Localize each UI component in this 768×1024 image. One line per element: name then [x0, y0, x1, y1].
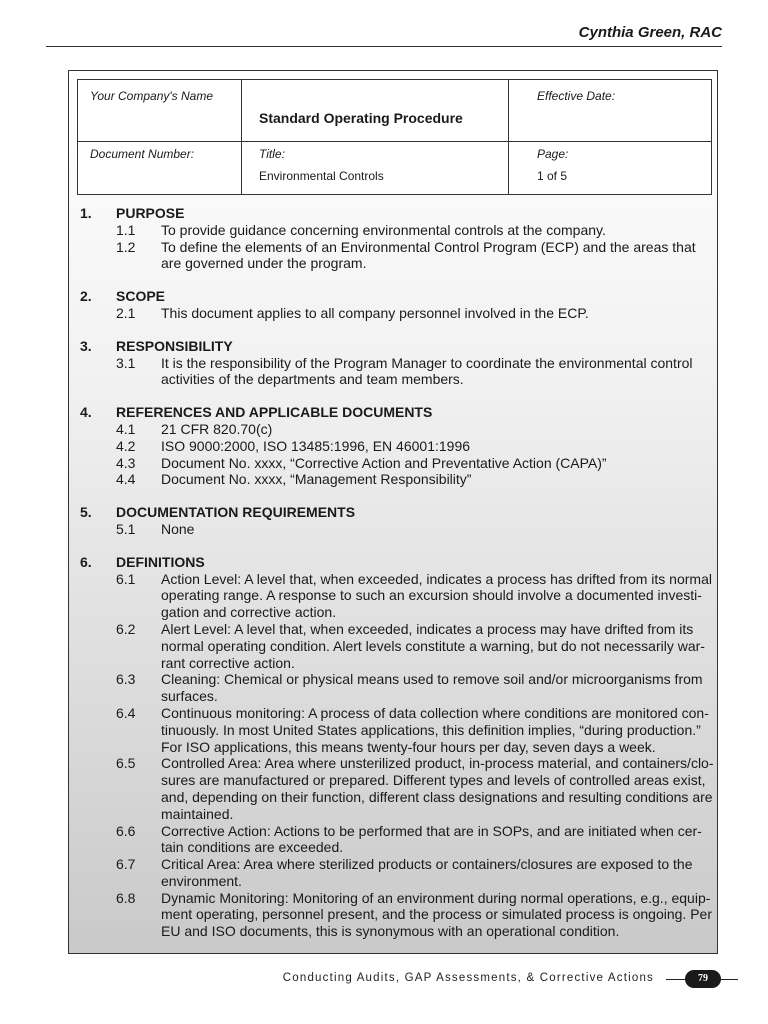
- item-text-line: This document applies to all company personnel involved in the ECP.: [161, 304, 589, 321]
- item-text-line: gation and corrective action.: [161, 604, 337, 621]
- item-text-line: It is the responsibility of the Program Manager to coordinate the environmental control: [161, 354, 693, 371]
- section-heading: [69, 338, 719, 355]
- item-text-line: normal operating condition. Alert levels constitute a warning, but do not necessarily war-: [161, 637, 705, 654]
- item-text-line: and, depending on their function, different class designations and resulting conditions are: [161, 788, 713, 805]
- section-2: [69, 288, 719, 322]
- section-item: [69, 239, 719, 273]
- item-text-line: environment.: [161, 872, 242, 889]
- section-item: [69, 621, 719, 671]
- section-item: [69, 471, 719, 488]
- title-label: Title:: [259, 147, 285, 161]
- section-number: 3.: [80, 337, 92, 354]
- section-title: DOCUMENTATION REQUIREMENTS: [116, 504, 356, 521]
- item-text-line: 21 CFR 820.70(c): [161, 420, 273, 437]
- item-number: 6.4: [116, 704, 136, 721]
- effective-date-label: Effective Date:: [537, 89, 616, 103]
- section-3: [69, 338, 719, 388]
- section-item: [69, 222, 719, 239]
- item-number: 5.1: [116, 520, 136, 537]
- item-text-line: ISO 9000:2000, ISO 13485:1996, EN 46001:1996: [161, 437, 471, 454]
- section-title: SCOPE: [116, 288, 166, 305]
- item-text-line: ment operating, personnel present, and the process or simulated process is ongoing. Per: [161, 906, 712, 923]
- section-item: [69, 521, 719, 538]
- item-text-line: Document No. xxxx, “Corrective Action and Preventative Action (CAPA)”: [161, 454, 607, 471]
- top-rule: [46, 46, 722, 47]
- section-number: 1.: [80, 205, 92, 221]
- item-number: 4.1: [116, 420, 136, 437]
- sop-frame: [68, 70, 718, 954]
- sop-header-table: [77, 79, 712, 195]
- sop-sections: [69, 205, 719, 940]
- item-text-line: To provide guidance concerning environmental controls at the company.: [161, 221, 606, 238]
- item-text-line: tinuously. In most United States applications, this definition implies, “during production.”: [161, 721, 701, 738]
- section-item: [69, 755, 719, 822]
- item-text-line: Continuous monitoring: A process of data collection where conditions are monitored con-: [161, 704, 709, 721]
- item-number: 2.1: [116, 304, 136, 321]
- sop-type-title: Standard Operating Procedure: [259, 110, 463, 126]
- item-number: 6.6: [116, 822, 136, 839]
- item-number: 3.1: [116, 354, 136, 371]
- item-number: 4.3: [116, 454, 136, 471]
- item-text-line: tain conditions are exceeded.: [161, 839, 344, 856]
- section-heading: [69, 554, 719, 571]
- section-item: [69, 856, 719, 890]
- section-item: [69, 571, 719, 621]
- item-text-line: rant corrective action.: [161, 654, 295, 671]
- item-number: 4.4: [116, 471, 136, 488]
- item-text-line: None: [161, 520, 195, 537]
- item-text-line: For ISO applications, this means twenty-four hours per day, seven days a week.: [161, 738, 656, 755]
- section-title: PURPOSE: [116, 205, 185, 221]
- section-heading: [69, 205, 719, 222]
- item-text-line: maintained.: [161, 805, 234, 822]
- item-text-line: surfaces.: [161, 688, 218, 705]
- section-6: [69, 554, 719, 940]
- footer-title: Conducting Audits, GAP Assessments, & Corrective Actions: [282, 972, 654, 984]
- item-number: 6.2: [116, 620, 136, 637]
- section-number: 4.: [80, 404, 92, 421]
- item-text-line: sures are manufactured or prepared. Different types and levels of controlled areas exist,: [161, 772, 706, 789]
- section-1: [69, 205, 719, 272]
- section-item: [69, 823, 719, 857]
- section-heading: [69, 288, 719, 305]
- item-number: 6.7: [116, 856, 136, 873]
- item-text-line: Cleaning: Chemical or physical means used to remove soil and/or microorganisms from: [161, 671, 703, 688]
- company-name-label: Your Company's Name: [90, 89, 214, 103]
- page-value: 1 of 5: [537, 169, 568, 183]
- item-number: 6.3: [116, 671, 136, 688]
- item-text-line: Alert Level: A level that, when exceeded, indicates a process may have drifted from its: [161, 620, 694, 637]
- item-number: 4.2: [116, 437, 136, 454]
- document-number-label: Document Number:: [90, 147, 195, 161]
- item-number: 6.5: [116, 755, 136, 772]
- section-item: [69, 671, 719, 705]
- item-text-line: operating range. A response to such an excursion should involve a documented investi-: [161, 587, 702, 604]
- item-text-line: Action Level: A level that, when exceeded, indicates a process has drifted from its normal: [161, 570, 712, 587]
- item-number: 1.2: [116, 238, 136, 255]
- section-title: REFERENCES AND APPLICABLE DOCUMENTS: [116, 404, 433, 421]
- section-heading: [69, 504, 719, 521]
- section-number: 2.: [80, 288, 92, 305]
- item-text-line: Dynamic Monitoring: Monitoring of an environment during normal operations, e.g., equip-: [161, 889, 711, 906]
- section-item: [69, 438, 719, 455]
- page-label: Page:: [537, 147, 569, 161]
- section-item: [69, 305, 719, 322]
- author-name: Cynthia Green, RAC: [578, 24, 722, 41]
- section-item: [69, 455, 719, 472]
- item-text-line: Controlled Area: Area where unsterilized product, in-process material, and containers/clo-: [161, 755, 714, 772]
- section-item: [69, 421, 719, 438]
- item-text-line: Critical Area: Area where sterilized products or containers/closures are exposed to the: [161, 856, 693, 873]
- section-title: RESPONSIBILITY: [116, 337, 233, 354]
- section-4: [69, 404, 719, 488]
- section-item: [69, 355, 719, 389]
- section-heading: [69, 404, 719, 421]
- section-title: DEFINITIONS: [116, 553, 205, 570]
- item-number: 6.8: [116, 889, 136, 906]
- section-item: [69, 890, 719, 940]
- title-value: Environmental Controls: [259, 169, 384, 183]
- section-number: 6.: [80, 553, 92, 570]
- item-number: 1.1: [116, 221, 136, 238]
- page-number-badge: 79: [685, 970, 721, 988]
- item-text-line: To define the elements of an Environmental Control Program (ECP) and the areas that: [161, 238, 696, 255]
- item-number: 6.1: [116, 570, 136, 587]
- section-5: [69, 504, 719, 538]
- item-text-line: are governed under the program.: [161, 255, 367, 272]
- section-number: 5.: [80, 504, 92, 521]
- item-text-line: Corrective Action: Actions to be performed that are in SOPs, and are initiated when cer-: [161, 822, 702, 839]
- item-text-line: EU and ISO documents, this is synonymous with an operational condition.: [161, 923, 620, 940]
- section-item: [69, 705, 719, 755]
- item-text-line: activities of the departments and team members.: [161, 371, 464, 388]
- item-text-line: Document No. xxxx, “Management Responsibility”: [161, 471, 472, 488]
